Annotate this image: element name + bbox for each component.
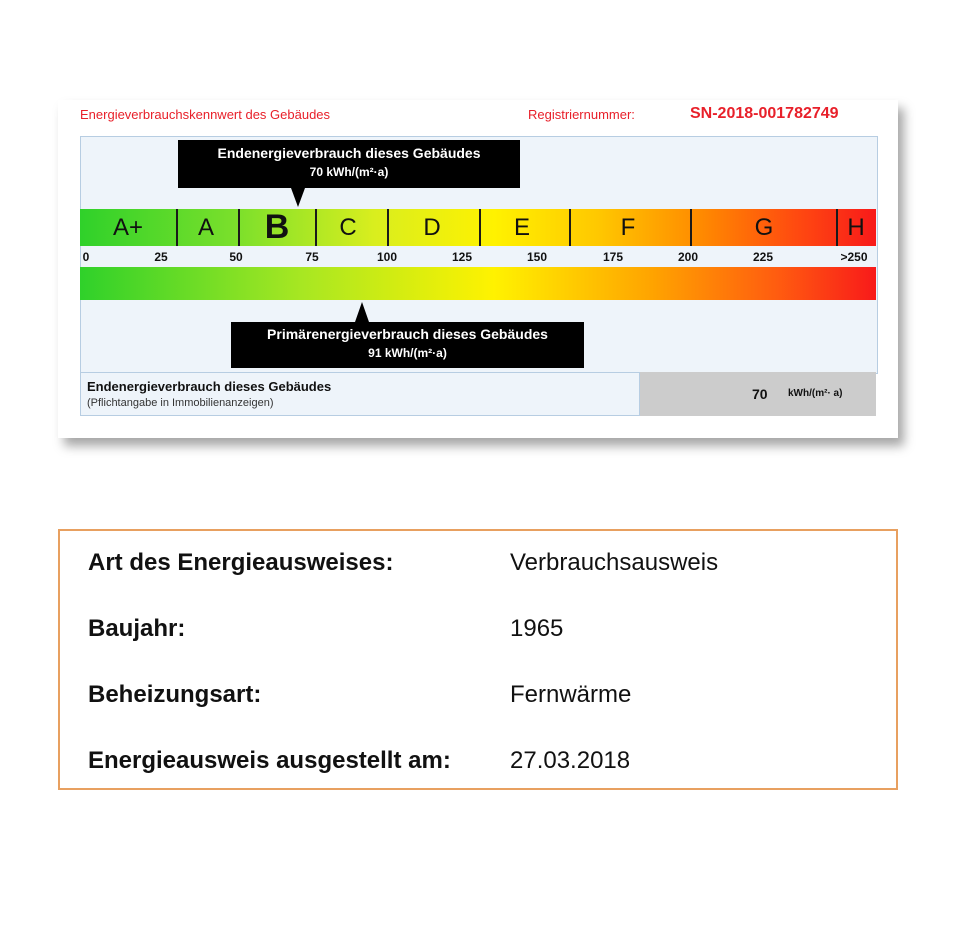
tick-label: 75 bbox=[305, 250, 319, 264]
scale-ticks bbox=[80, 250, 876, 264]
info-value: 1965 bbox=[510, 615, 564, 642]
class-separator bbox=[315, 209, 317, 246]
class-d: D bbox=[423, 214, 441, 241]
class-e: E bbox=[513, 214, 531, 241]
tick-label: 25 bbox=[154, 250, 168, 264]
tick-label: 0 bbox=[82, 250, 90, 264]
class-c: C bbox=[339, 214, 357, 241]
mandatory-info-box bbox=[80, 372, 640, 416]
class-separator bbox=[387, 209, 389, 246]
primary-energy-value: 91 kWh/(m²·a) bbox=[368, 346, 447, 360]
info-label: Energieausweis ausgestellt am: bbox=[88, 747, 451, 774]
mandatory-info-subtitle: (Pflichtangabe in Immobilienanzeigen) bbox=[87, 397, 274, 409]
info-label: Beheizungsart: bbox=[88, 681, 262, 708]
class-a: A bbox=[197, 214, 215, 241]
tick-label: 125 bbox=[451, 250, 473, 264]
registry-number: SN-2018-001782749 bbox=[690, 105, 839, 122]
class-separator bbox=[569, 209, 571, 246]
class-separator bbox=[836, 209, 838, 246]
info-value: Verbrauchsausweis bbox=[510, 549, 719, 576]
class-h: H bbox=[847, 214, 865, 241]
mandatory-value-box bbox=[640, 372, 876, 416]
certificate-info-box bbox=[58, 529, 898, 790]
info-value: Fernwärme bbox=[510, 681, 632, 708]
tick-label: 50 bbox=[229, 250, 243, 264]
final-energy-value: 70 kWh/(m²·a) bbox=[309, 165, 389, 179]
class-g: G bbox=[754, 214, 774, 241]
class-a-plus: A+ bbox=[112, 214, 144, 241]
mandatory-unit: kWh/(m²· a) bbox=[788, 388, 843, 399]
registry-label: Registriernummer: bbox=[528, 107, 635, 122]
gradient-bar bbox=[80, 267, 876, 300]
tick-label: 200 bbox=[677, 250, 699, 264]
tick-label: >250 bbox=[840, 250, 868, 264]
mandatory-value: 70 bbox=[752, 386, 768, 402]
info-value: 27.03.2018 bbox=[510, 747, 631, 774]
tick-label: 225 bbox=[752, 250, 774, 264]
energy-label-card bbox=[58, 100, 898, 438]
primary-energy-callout bbox=[231, 322, 584, 368]
class-separator bbox=[176, 209, 178, 246]
tick-label: 100 bbox=[376, 250, 398, 264]
info-label: Baujahr: bbox=[88, 615, 186, 642]
class-f: F bbox=[620, 214, 636, 241]
class-separator bbox=[238, 209, 240, 246]
label-title: Energieverbrauchskennwert des Gebäudes bbox=[80, 107, 331, 122]
info-label: Art des Energieausweises: bbox=[88, 549, 394, 576]
primary-energy-title: Primärenergieverbrauch dieses Gebäudes bbox=[267, 326, 548, 342]
mandatory-info-title: Endenergieverbrauch dieses Gebäudes bbox=[87, 379, 332, 394]
tick-label: 175 bbox=[602, 250, 624, 264]
final-energy-title: Endenergieverbrauch dieses Gebäudes bbox=[217, 145, 481, 161]
class-separator bbox=[479, 209, 481, 246]
tick-label: 150 bbox=[526, 250, 548, 264]
class-separator bbox=[690, 209, 692, 246]
class-b-current: B bbox=[264, 208, 290, 246]
final-energy-callout bbox=[178, 140, 520, 188]
energy-class-scale bbox=[80, 209, 876, 246]
